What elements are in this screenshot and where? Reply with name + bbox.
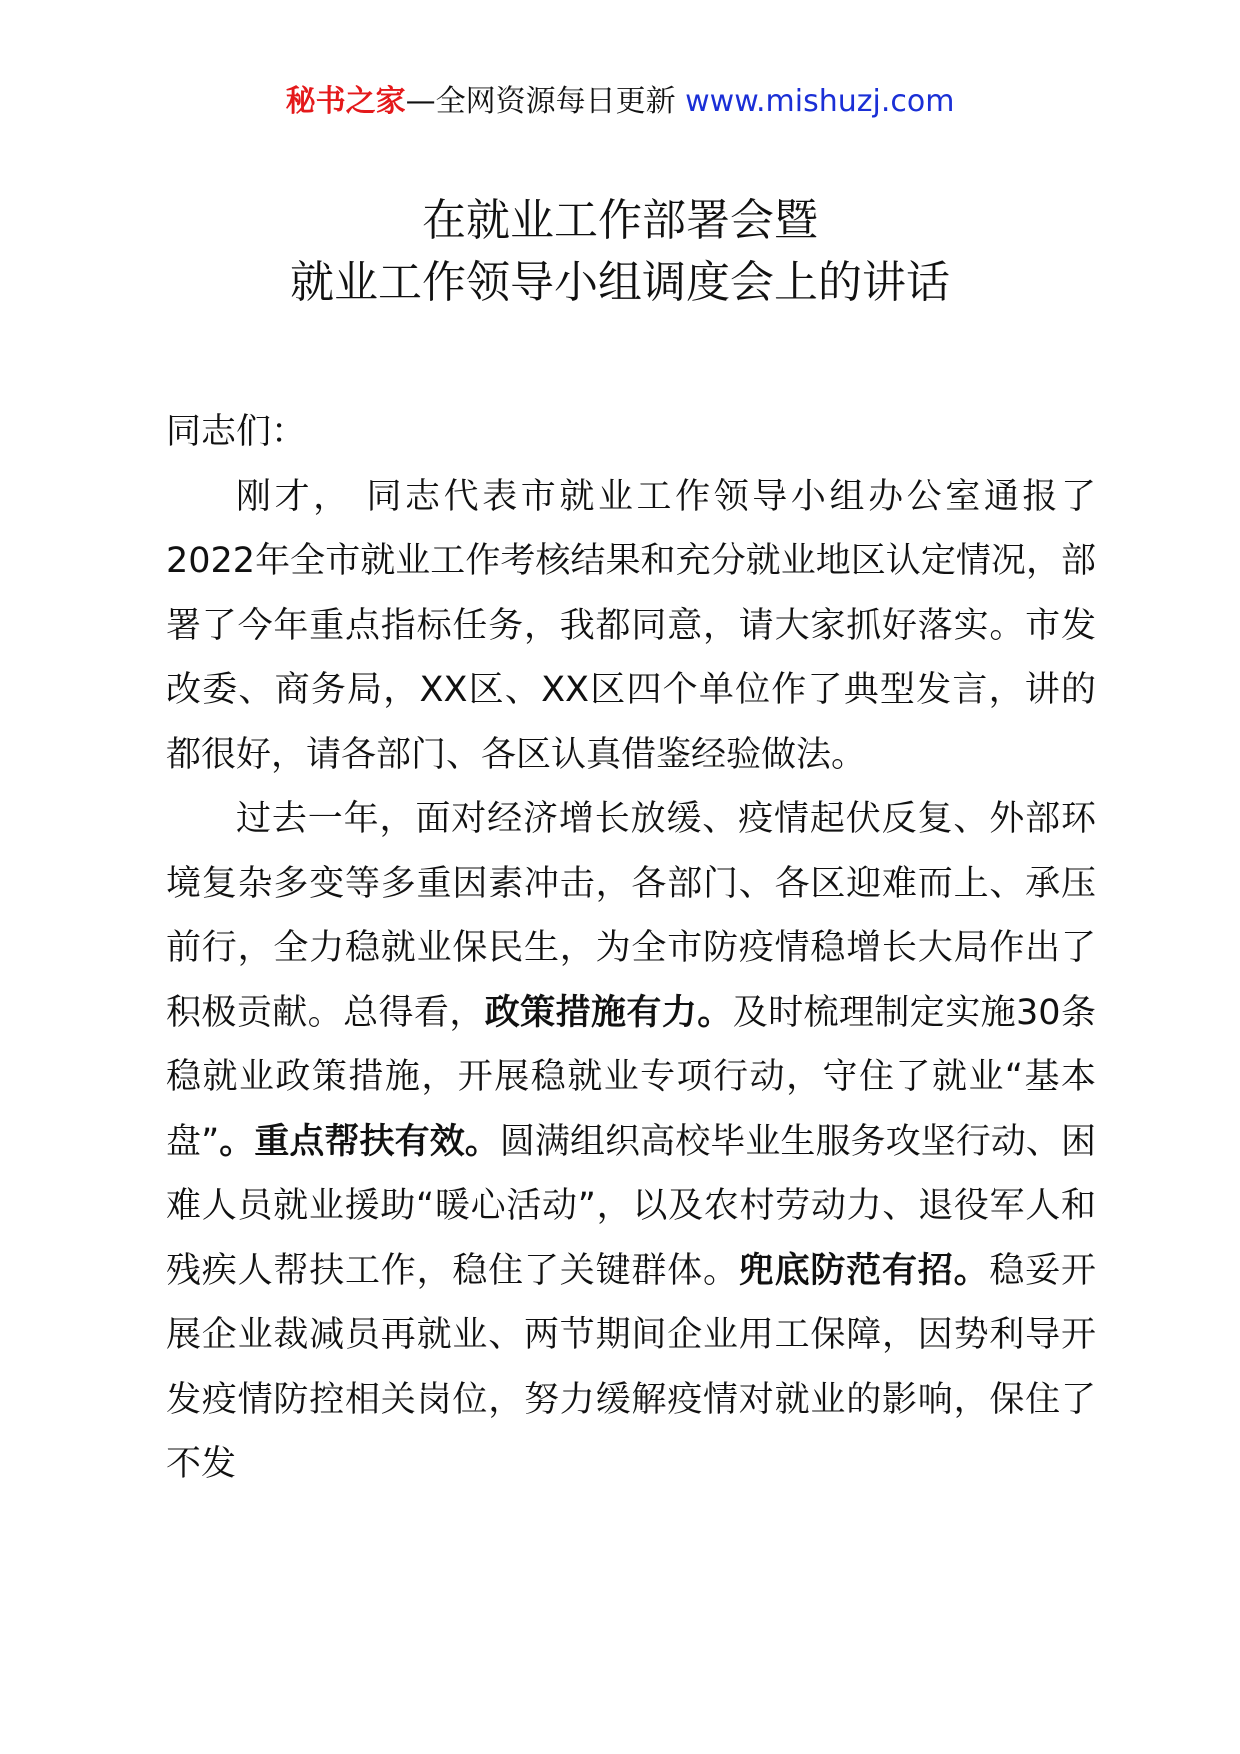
brand-name: 秘书之家	[285, 84, 406, 119]
paragraph-2	[166, 787, 1096, 1497]
title-line-2: 就业工作领导小组调度会上的讲话	[290, 257, 950, 308]
paragraph-2-text-3: 圆满组织高校毕业生服务攻坚行动、困难人员就业援助“暖心活动”，以及农村劳动力、退役军人和残疾人帮扶工作，稳住了关键群体。	[166, 1121, 1096, 1291]
paragraph-2-text-1: 过去一年，面对经济增长放缓、疫情起伏反复、外部环境复杂多变等多重因素冲击，各部门、各区迎难而上、承压前行，全力稳就业保民生，为全市防疫情稳增长大局作出了积极贡献。总得看，	[166, 799, 1096, 1033]
banner-tagline: —全网资源每日更新	[405, 84, 686, 119]
site-banner	[0, 82, 1240, 122]
document-title	[0, 190, 1240, 314]
salutation: 同志们：	[166, 412, 307, 452]
highlight-key-assistance: 。重点帮扶有效。	[219, 1121, 500, 1162]
paragraph-2-text-4: 稳妥开展企业裁减员再就业、两节期间企业用工保障，因势利导开发疫情防控相关岗位，努力缓解疫情对就业的影响，保住了不发	[166, 1250, 1096, 1484]
site-url-link[interactable]: www.mishuzj.com	[685, 84, 955, 119]
paragraph-2-text-2: 及时梳理制定实施30条稳就业政策措施，开展稳就业专项行动，守住了就业“基本盘”	[166, 992, 1096, 1162]
highlight-safety-net: 兜底防范有招。	[738, 1250, 990, 1291]
document-body	[166, 400, 1096, 1497]
title-line-1: 在就业工作部署会暨	[422, 195, 818, 246]
paragraph-1: 刚才， 同志代表市就业工作领导小组办公室通报了2022年全市就业工作考核结果和充分就业地区认定情况，部署了今年重点指标任务，我都同意，请大家抓好落实。市发改委、商务局，XX区、XX区四个单位作了典型发言，讲的都很好，请各部门、各区认真借鉴经验做法。	[166, 476, 1096, 775]
highlight-policy-measures: 政策措施有力。	[484, 992, 733, 1033]
